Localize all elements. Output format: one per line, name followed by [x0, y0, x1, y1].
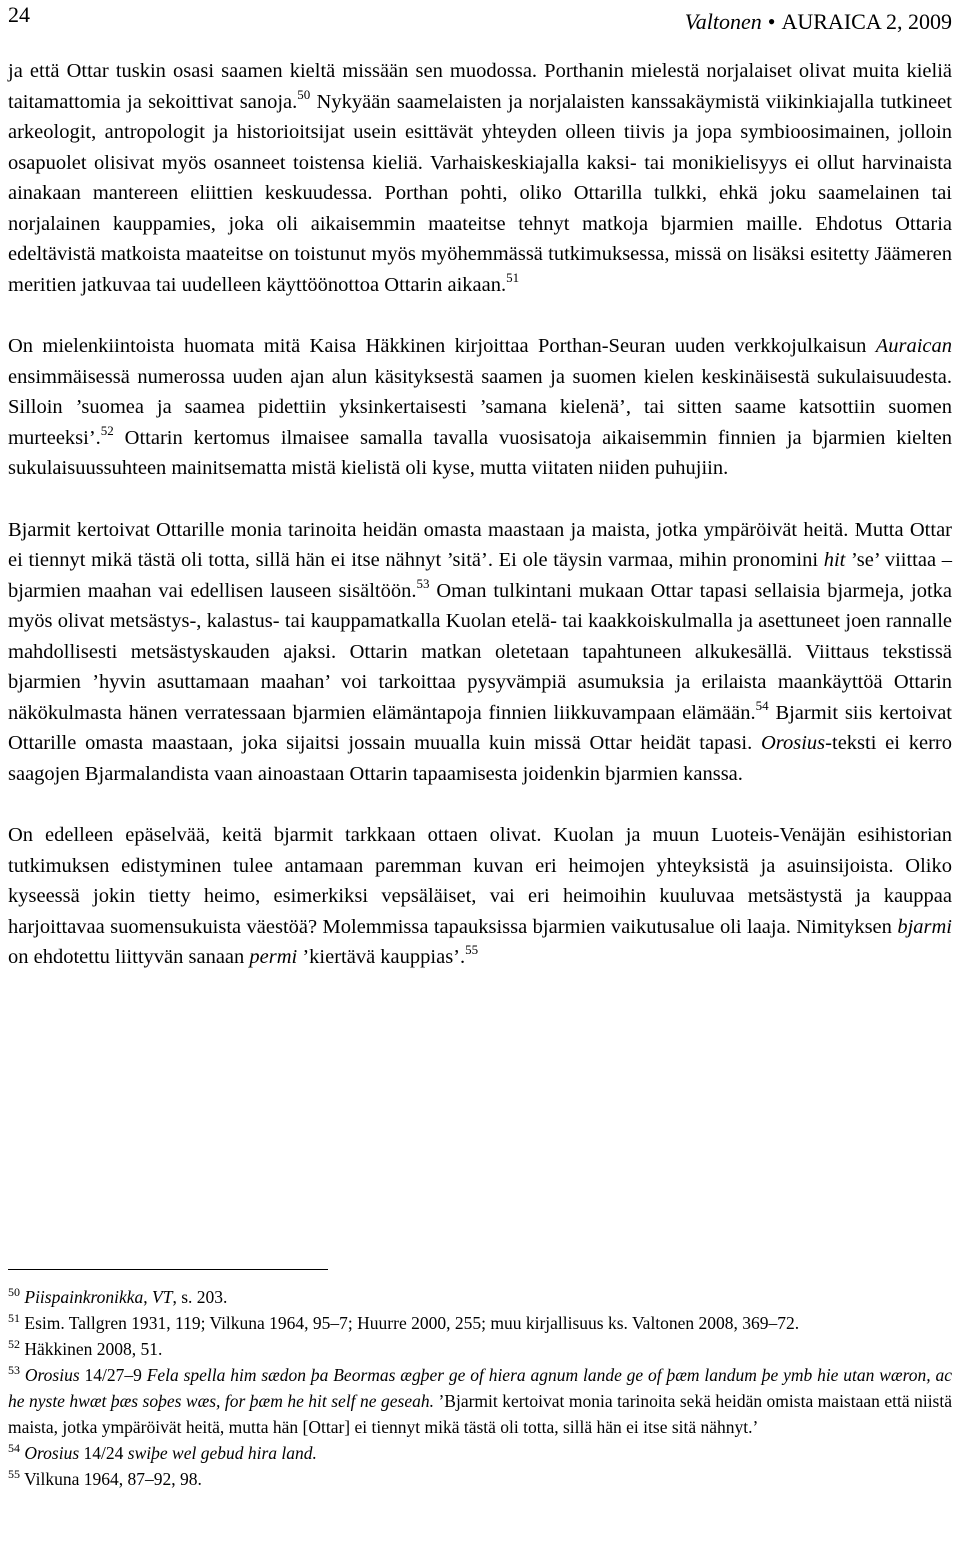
footnote-text: ’Bjarmit kertoivat monia tarinoita sekä heidän omista maistaan että niistä maista, jotka ympäröivät heitä, mutta hän [Ottar] ei tiennyt mikä tästä oli totta, sillä hän ei itse sitä nähnyt.’	[8, 1391, 952, 1437]
paragraph-4	[8, 820, 952, 973]
paragraph-2-text-3: Ottarin kertomus ilmaisee samalla tavalla vuosisatoja aikaisemmin finnien ja bjarmien kielten sukulaisuussuhteen mainitsematta mistä kielistä oli kyse, mutta viitaten niiden puhujiin.	[8, 426, 952, 479]
footnote-number: 55	[8, 1467, 20, 1481]
paragraph-2	[8, 331, 952, 484]
footnote-italic: VT	[152, 1287, 173, 1307]
page-number: 24	[8, 2, 30, 27]
paragraph-1-text-1: ja että Ottar tuskin osasi saamen kieltä missään sen muodossa. Porthanin mielestä norjalaiset olivat muita kieliä taitamattomia ja sekoittivat sanoja.	[8, 60, 952, 113]
paragraph-3-text-1: Bjarmit kertoivat Ottarille monia tarinoita heidän omasta maastaan ja maista, jotka ympäröivät heitä. Mutta Ottar ei tiennyt mikä tästä oli totta, sillä hän ei itse nähnyt ’sitä’. Ei ole täysin varmaa, mihin pronomini	[8, 518, 952, 571]
footnote-number: 54	[8, 1441, 20, 1455]
paragraph-1-text-2: Nykyään saamelaisten ja norjalaisten kanssakäymistä viikinkiajalla tutkineet arkeologit, antropologit ja historioitsijat usein esittävät yhteyden olleen tiivis ja jopa symbioosimainen, jolloin osapuolet olisivat myös osanneet toistensa kieliä. Varhaiskeskiajalla kaksi- tai monikielisyys ei ollut harvinaista ainakaan mantereen eliittien keskuudessa. Porthan pohti, oliko Ottarilla tulkki, ehkä joku saamelainen tai norjalainen kauppamies, joka oli aikaisemmin maateitse tehnyt matkoja bjarmien maille. Ehdotus Ottaria edeltävistä matkoista maateitse on toistunut myös myöhemmässä tutkimuksessa, missä on lisäksi esitetty Jäämeren meritien jatkuvaa tai uudelleen käyttöönottoa Ottarin aikaan.	[8, 90, 952, 296]
footnote-54	[8, 1440, 952, 1466]
paragraph-4-italic-2: permi	[249, 946, 298, 968]
footnote-italic: Orosius	[24, 1365, 80, 1385]
footnote-separator	[8, 1269, 328, 1270]
footnote-number: 50	[8, 1285, 20, 1299]
footnote-text: Vilkuna 1964, 87–92, 98.	[24, 1469, 202, 1489]
paragraph-1	[8, 56, 952, 300]
footnote-ref-52: 52	[100, 422, 114, 438]
main-text	[8, 56, 952, 973]
paragraph-3-text-4: Bjarmit siis kertoivat Ottarille omasta maastaan, joka sijaitsi jossain muualla kuin missä Ottar heidät tapasi.	[8, 701, 952, 754]
header-journal: AURAICA 2, 2009	[781, 9, 952, 34]
footnote-52	[8, 1336, 952, 1362]
footnote-50	[8, 1284, 952, 1310]
footnote-55	[8, 1466, 952, 1492]
paragraph-4-text-2: on ehdotettu liittyvän sanaan	[8, 946, 250, 968]
paragraph-2-text-1: On mielenkiintoista huomata mitä Kaisa Häkkinen kirjoittaa Porthan-Seuran uuden verkkojulkaisun	[8, 335, 876, 357]
header-bullet: •	[767, 9, 776, 34]
paragraph-3-italic-2: Orosius	[760, 732, 826, 754]
footnote-ref-53: 53	[416, 575, 430, 591]
footnote-italic: Orosius	[24, 1443, 80, 1463]
footnote-number: 53	[8, 1363, 20, 1377]
footnote-text: 14/27–9	[79, 1365, 147, 1385]
footnote-text: , s. 203.	[172, 1287, 228, 1307]
paragraph-3-italic-1: hit	[823, 549, 846, 571]
footnote-italic: Piispainkronikka	[24, 1287, 144, 1307]
footnote-italic-quote: swiþe wel gebud hira land.	[127, 1443, 317, 1463]
paragraph-3-text-3: Oman tulkintani mukaan Ottar tapasi sellaisia bjarmeja, jotka myös olivat metsästys-, kalastus- tai kauppamatkalla Kuolan etelä- tai kaakkoiskulmalla ja asettuneet joen rannalle mahdollisesti metsästyskauden ajaksi. Ottarin matkan oletetaan tapahtuneen alkukesällä. Viittaus tekstissä bjarmien ’hyvin asuttamaan maahan’ voi tarkoittaa pysyvämpiä asumuksia ja erilaista maankäyttöä Ottarin näkökulmasta hänen verratessaan bjarmien elämäntapoja finnien liikkuvampaan elämään.	[8, 579, 952, 724]
footnote-ref-54: 54	[755, 697, 769, 713]
paragraph-4-text-1: On edelleen epäselvää, keitä bjarmit tarkkaan ottaen olivat. Kuolan ja muun Luoteis-Venäjän esihistorian tutkimuksen edistyminen tulee antamaan paremman kuvan eri heimojen yhteyksistä ja asuinsijoista. Oliko kyseessä jokin tietty heimo, esimerkiksi vepsäläiset, vai eri heimoihin kuuluvaa metsästystä ja kauppaa harjoittavaa suomensukuista väestöä? Molemmissa tapauksissa bjarmien vaikutusalue oli laaja. Nimityksen	[8, 824, 952, 938]
footnote-ref-50: 50	[297, 86, 311, 102]
footnote-text: Häkkinen 2008, 51.	[24, 1339, 163, 1359]
footnote-separator-text: ,	[143, 1287, 153, 1307]
paragraph-3-text-2: ’se’ viittaa – bjarmien maahan vai edellisen lauseen sisältöön.	[8, 549, 952, 602]
footnote-text: 14/24	[79, 1443, 128, 1463]
paragraph-3	[8, 515, 952, 790]
footnote-ref-55: 55	[465, 942, 479, 957]
footnote-51	[8, 1310, 952, 1336]
running-header	[8, 2, 952, 36]
paragraph-2-text-2: ensimmäisessä numerossa uuden ajan alun käsityksestä saamen ja suomen kielen keskinäisestä sukulaisuudesta. Silloin ’suomea ja saamea pidettiin yksinkertaisesti ’samana kielenä’, tai sitten saame katsottiin suomen murteeksi’.	[8, 365, 952, 449]
footnotes	[8, 1284, 952, 1492]
paragraph-4-text-3: ’kiertävä kauppias’.	[297, 946, 466, 968]
footnote-italic-quote: Fela spella him sædon þa Beormas ægþer ge of hiera agnum lande ge of þæm landum þe ymb hie utan wæron, ac he nyste hwæt þæs soþes wæs, for þæm he hit self ne geseah.	[8, 1365, 952, 1411]
paragraph-4-italic-1: bjarmi	[897, 915, 952, 938]
footnote-number: 51	[8, 1311, 20, 1325]
footnote-53	[8, 1362, 952, 1440]
paragraph-2-italic-1: Auraican	[875, 335, 952, 357]
paragraph-3-text-5: -teksti ei kerro saagojen Bjarmalandista vaan ainoastaan Ottarin tapaamisesta joidenkin bjarmien kanssa.	[8, 732, 952, 785]
header-author: Valtonen	[684, 9, 762, 34]
footnote-number: 52	[8, 1337, 20, 1351]
footnote-ref-51: 51	[506, 269, 520, 285]
running-title	[685, 5, 952, 39]
footnote-text: Esim. Tallgren 1931, 119; Vilkuna 1964, 95–7; Huurre 2000, 255; muu kirjallisuus ks. Valtonen 2008, 369–72.	[24, 1313, 800, 1333]
